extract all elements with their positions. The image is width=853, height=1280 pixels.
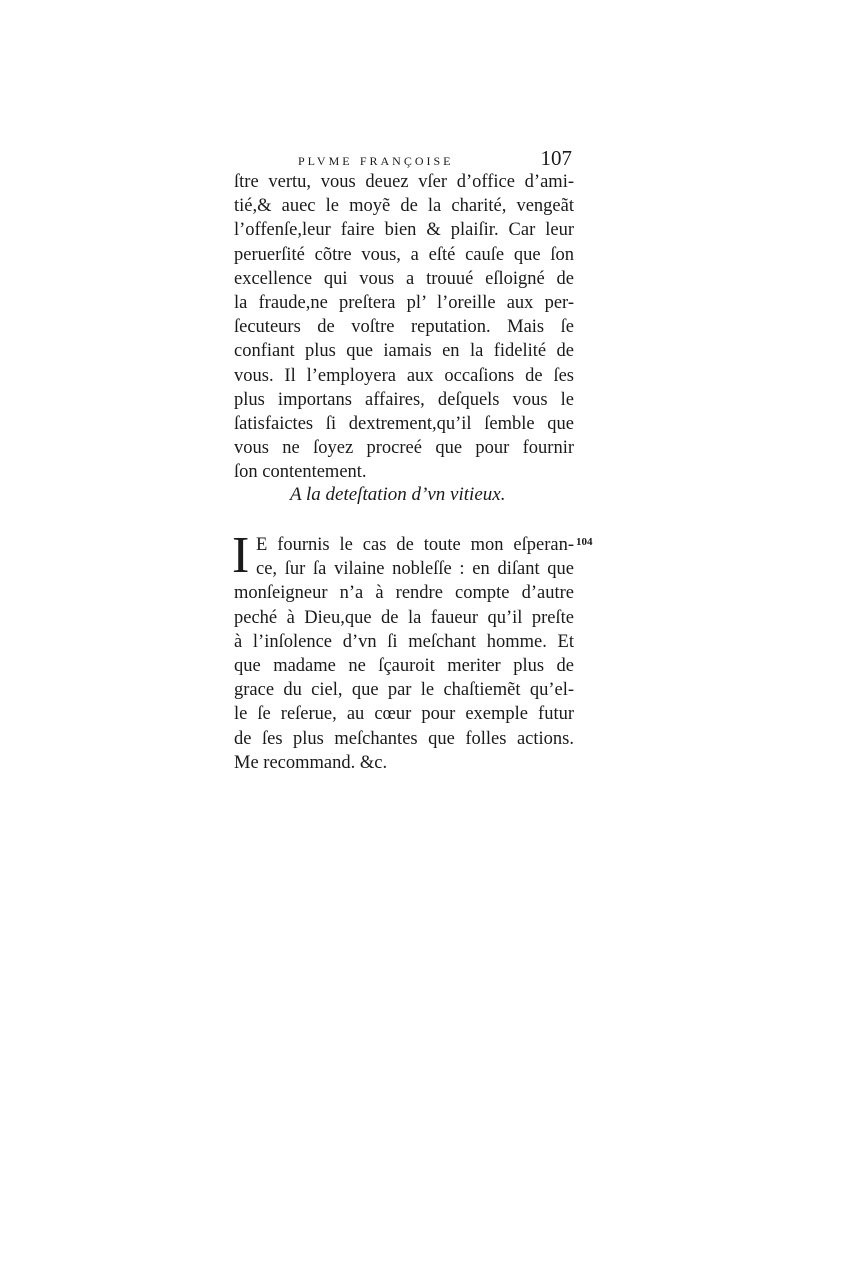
running-head <box>298 146 572 172</box>
letter-continuation <box>234 170 574 484</box>
text-line: tié,& auec le moyẽ de la charité, vengeãt <box>234 196 574 217</box>
text-line: ſatisfaictes ſi dextrement,qu’il ſemble que <box>234 413 574 434</box>
text-line: l’offenſe,leur faire bien & plaiſir. Car leur <box>234 220 574 241</box>
text-line: le ſe reſerue, au cœur pour exemple futur <box>234 704 574 725</box>
text-line: plus importans affaires, deſquels vous le <box>234 389 574 410</box>
text-line: de ſes plus meſchantes que folles actions. <box>234 728 574 749</box>
text-line: à l’inſolence d’vn ſi meſchant homme. Et <box>234 631 574 652</box>
text-line: peruerſité cõtre vous, a eſté cauſe que ſon <box>234 244 574 265</box>
text-line: la fraude,ne preſtera pl’ l’oreille aux per- <box>234 292 574 313</box>
text-line: ce, ſur ſa vilaine nobleſſe : en diſant que <box>256 559 574 580</box>
text-line: vous ne ſoyez procreé que pour fournir <box>234 438 574 459</box>
running-title: plvme françoise <box>298 150 454 169</box>
text-line: que madame ne ſçauroit meriter plus de <box>234 655 574 676</box>
text-line: ſtre vertu, vous deuez vſer d’office d’ami- <box>234 172 574 192</box>
page-number: 107 <box>540 146 572 170</box>
text-line: ſon contentement. <box>234 462 367 483</box>
text-line-content: E fournis le cas de toute mon eſperan- <box>256 535 574 555</box>
drop-cap: I <box>232 527 250 584</box>
text-line: peché à Dieu,que de la faueur qu’il preſte <box>234 607 574 628</box>
text-line: monſeigneur n’a à rendre compte d’autre <box>234 583 574 604</box>
text-line: confiant plus que iamais en la fidelité de <box>234 341 574 362</box>
section-heading: A la deteſtation d’vn vitieux. <box>290 484 506 505</box>
margin-note: 104 <box>576 536 593 548</box>
text-line: grace du ciel, que par le chaſtiemẽt qu’el- <box>234 680 574 701</box>
letter-body <box>232 527 574 775</box>
text-line: excellence qui vous a trouué eſloigné de <box>234 268 574 289</box>
text-line: Me recommand. &c. <box>234 752 388 773</box>
text-line: vous. Il l’employera aux occaſions de ſes <box>234 365 574 386</box>
text-line: ſecuteurs de voſtre reputation. Mais ſe <box>234 317 574 338</box>
